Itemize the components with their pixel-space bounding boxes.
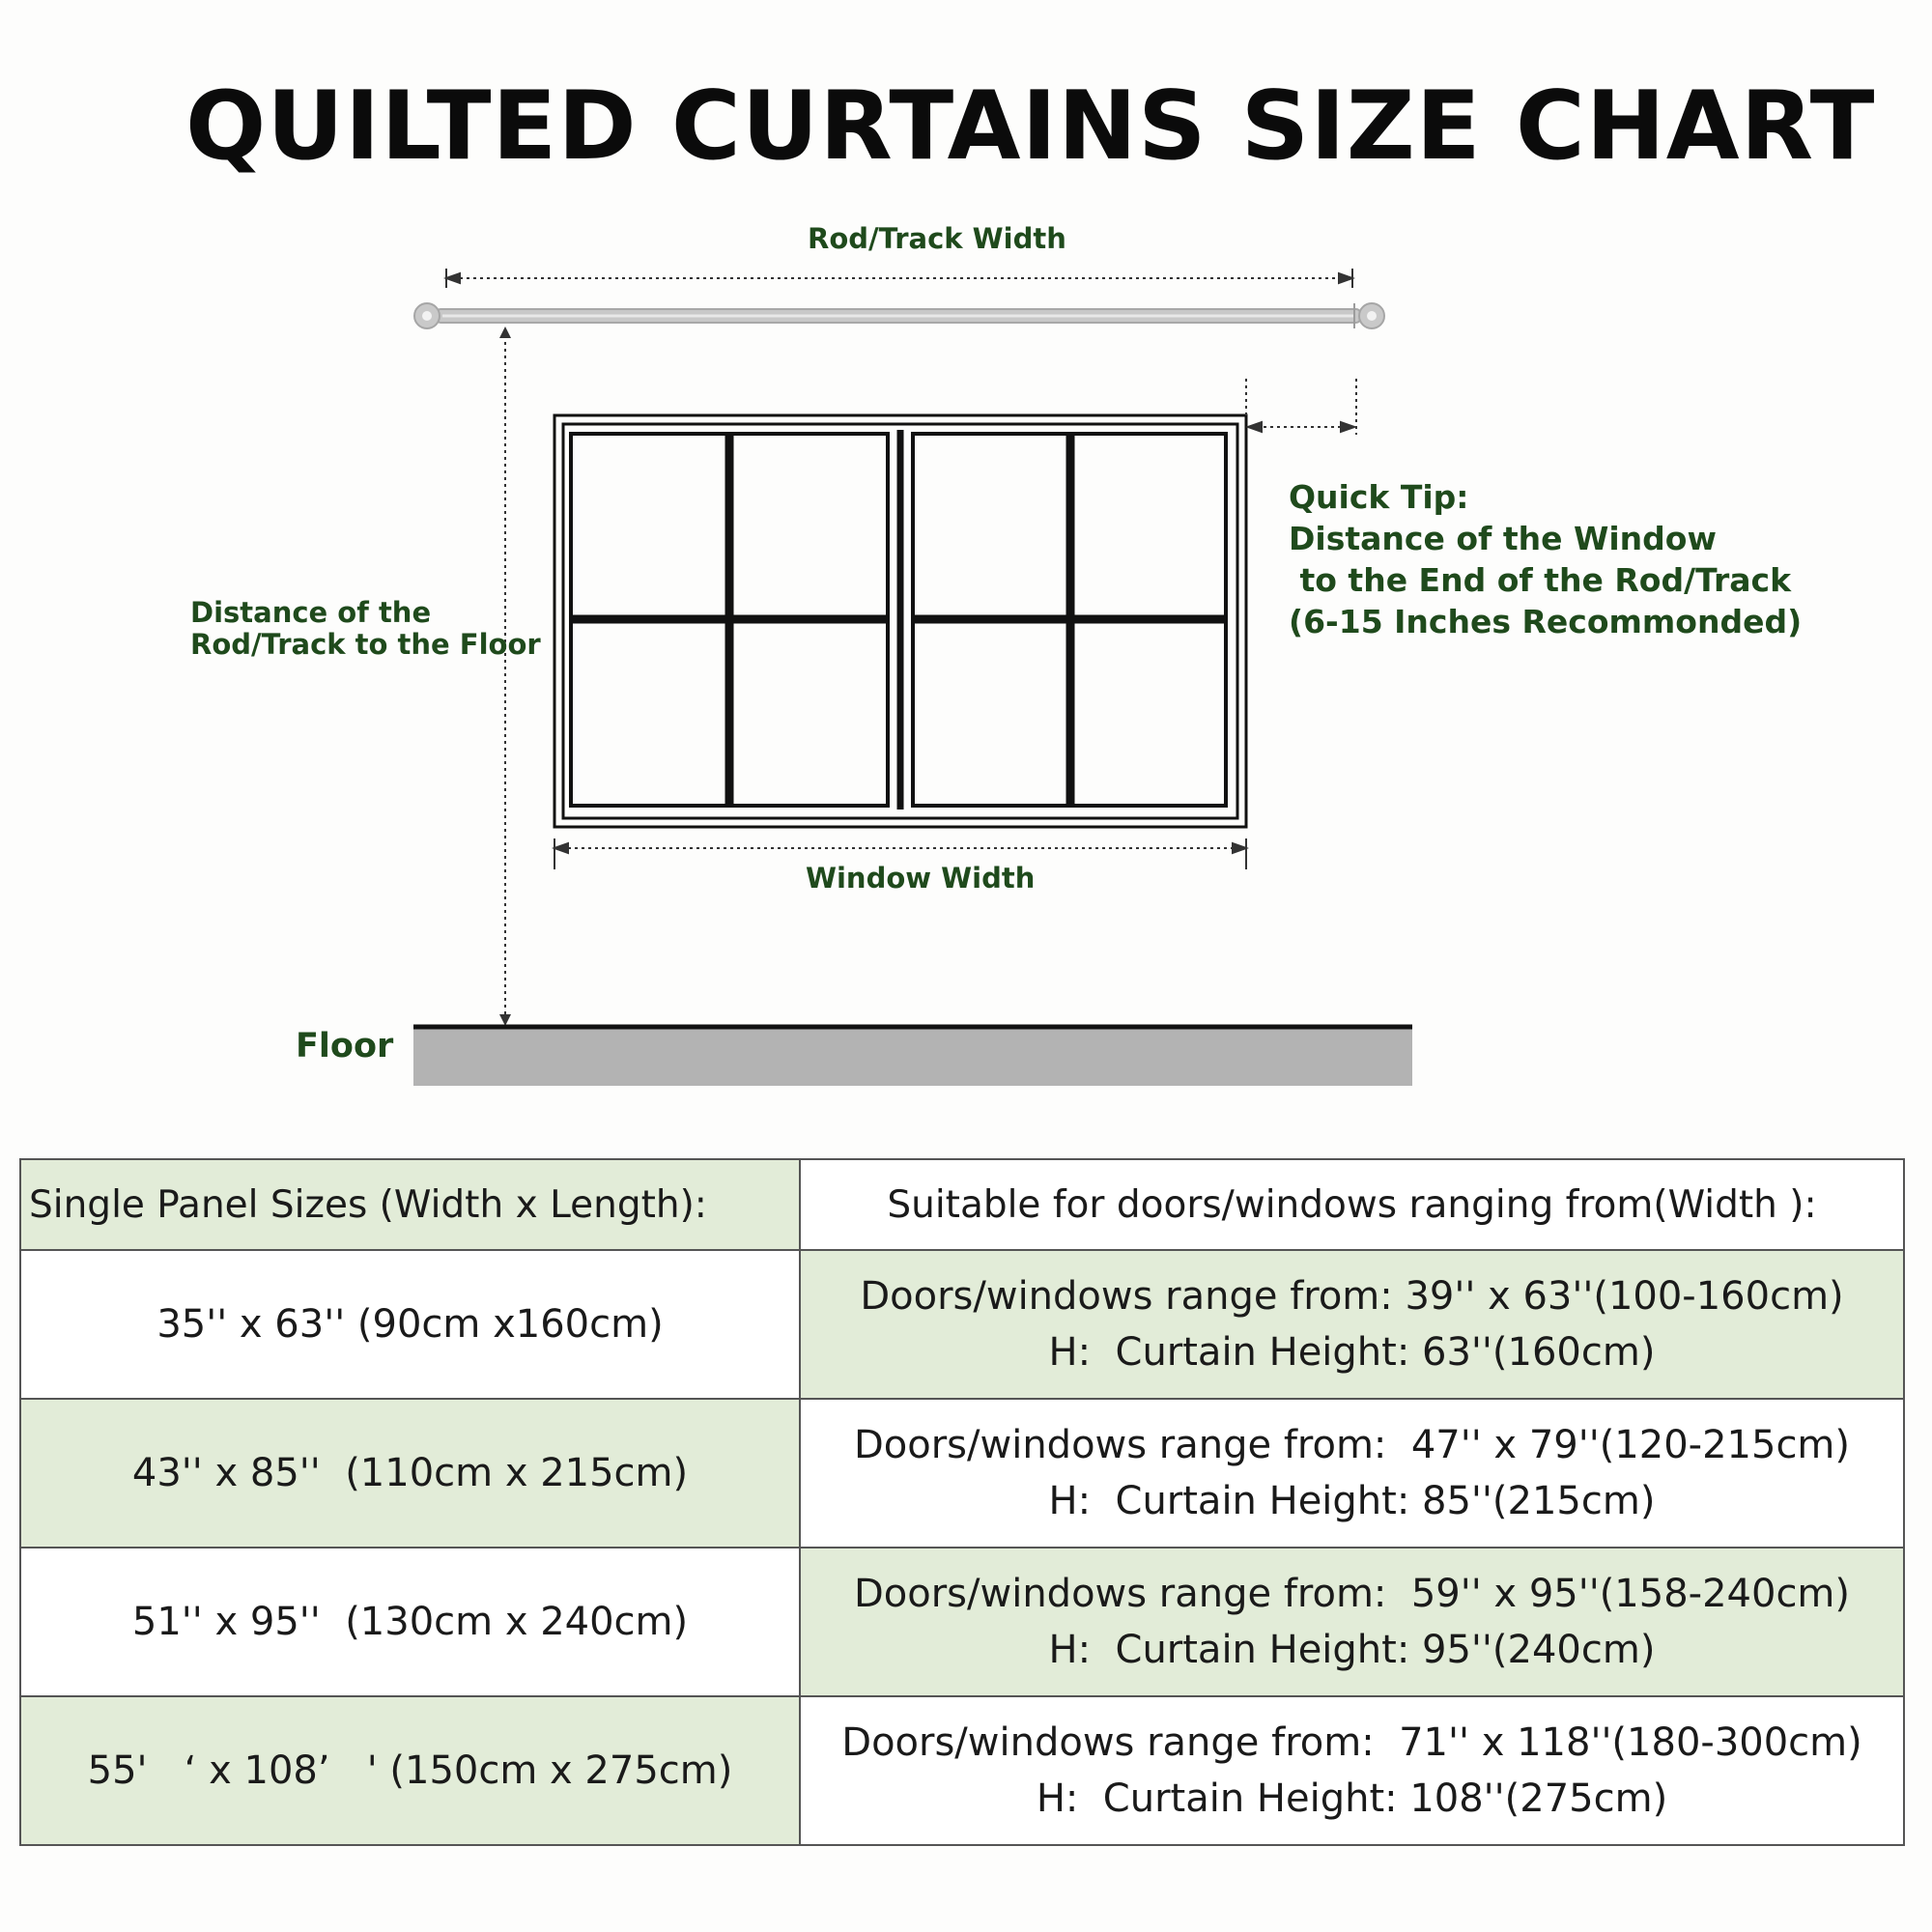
table-row <box>20 1399 1904 1548</box>
header-suitable-range: Suitable for doors/windows ranging from(Width ): <box>800 1159 1904 1250</box>
range-text: Doors/windows range from: 71'' x 118''(180-300cm) <box>841 1720 1862 1765</box>
table-header-row <box>20 1159 1904 1250</box>
quick-tip-line2: to the End of the Rod/Track <box>1289 561 1792 599</box>
height-text: H: Curtain Height: 108''(275cm) <box>1036 1776 1668 1821</box>
panel-size-cell <box>20 1399 800 1548</box>
range-text: Doors/windows range from: 39'' x 63''(100-160cm) <box>860 1274 1844 1319</box>
window-width-label: Window Width <box>806 862 1036 895</box>
range-text: Doors/windows range from: 47'' x 79''(120-215cm) <box>853 1423 1850 1467</box>
panel-size-cell <box>20 1548 800 1696</box>
table-row <box>20 1250 1904 1399</box>
quick-tip-title: Quick Tip: <box>1289 478 1469 516</box>
table-row <box>20 1548 1904 1696</box>
curtain-rod <box>414 303 1384 328</box>
range-cell <box>800 1250 1904 1399</box>
rod-width-label: Rod/Track Width <box>808 222 1066 255</box>
size-table <box>19 1158 1905 1846</box>
table-row <box>20 1696 1904 1845</box>
rod-floor-label-line1: Distance of the <box>190 596 432 629</box>
quick-tip-line3: (6-15 Inches Recommonded) <box>1289 603 1803 640</box>
window-to-rod-end-arrow <box>1246 379 1356 435</box>
page-title: QUILTED CURTAINS SIZE CHART <box>185 71 1876 182</box>
header-single-panel-sizes: Single Panel Sizes (Width x Length): <box>20 1159 800 1250</box>
floor-label: Floor <box>296 1027 394 1065</box>
rod-floor-label-line2: Rod/Track to the Floor <box>190 628 541 661</box>
range-cell <box>800 1399 1904 1548</box>
height-text: H: Curtain Height: 85''(215cm) <box>1048 1479 1656 1523</box>
range-text: Doors/windows range from: 59'' x 95''(158-240cm) <box>853 1572 1850 1616</box>
height-text: H: Curtain Height: 63''(160cm) <box>1048 1330 1656 1375</box>
panel-size: 43'' x 85'' (110cm x 215cm) <box>131 1451 689 1495</box>
panel-size-cell <box>20 1250 800 1399</box>
window-frame <box>554 415 1246 827</box>
panel-size: 55' ‘ x 108’ ' (150cm x 275cm) <box>87 1748 733 1793</box>
rod-width-arrow <box>446 269 1352 288</box>
quick-tip-line1: Distance of the Window <box>1289 520 1717 557</box>
panel-size: 35'' x 63'' (90cm x160cm) <box>156 1302 664 1347</box>
range-cell <box>800 1696 1904 1845</box>
panel-size: 51'' x 95'' (130cm x 240cm) <box>131 1600 689 1644</box>
height-text: H: Curtain Height: 95''(240cm) <box>1048 1628 1656 1672</box>
range-cell <box>800 1548 1904 1696</box>
floor <box>413 1026 1412 1086</box>
rod-to-floor-arrow <box>499 327 511 1026</box>
panel-size-cell <box>20 1696 800 1845</box>
